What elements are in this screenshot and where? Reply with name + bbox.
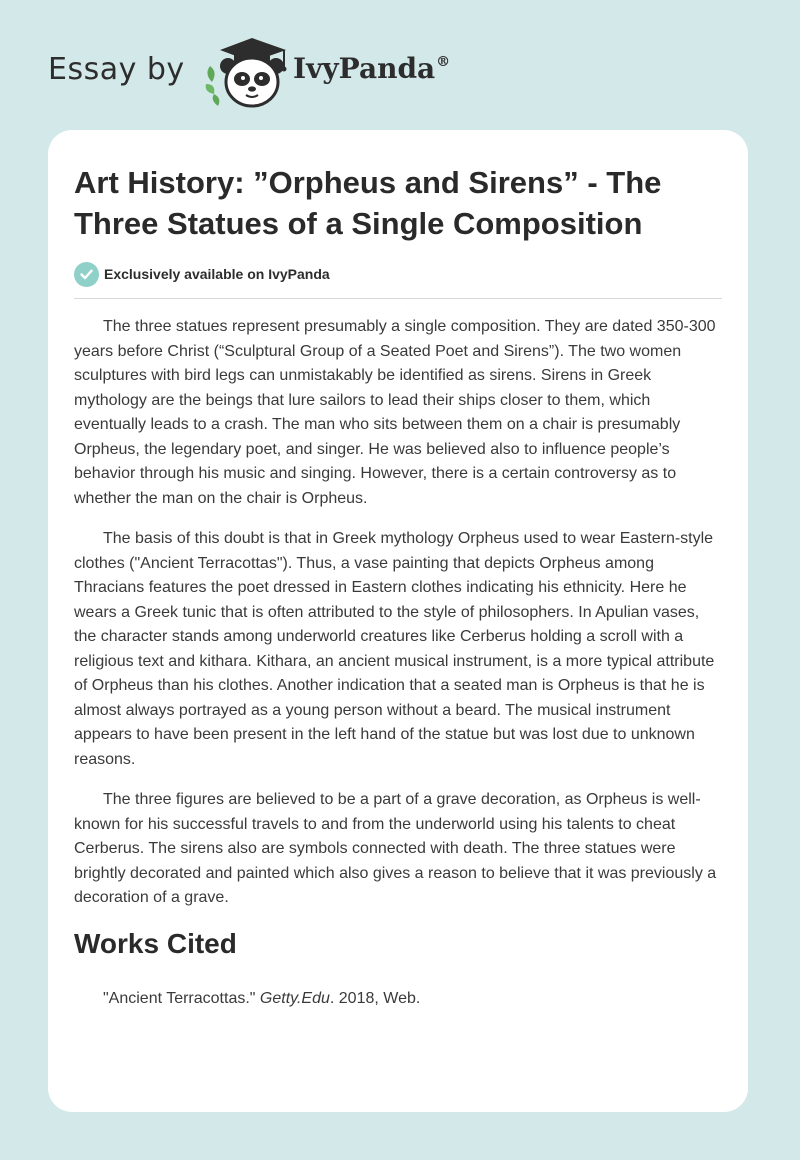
citation-entry xyxy=(74,987,722,1011)
body-paragraph: The basis of this doubt is that in Greek mythology Orpheus used to wear Eastern-style clothes ("Ancient Terracottas"). Thus, a vase painting that depicts Orpheus among Thracians features the poet dressed in Eastern clothes indicating his ethnicity. Here he wears a Greek tunic that is often attributed to the style of philosophers. In Apulian vases, the character stands among underworld creatures like Cerberus holding a scroll with a religious text and kithara. Kithara, an ancient musical instrument, is a more typical attribute of Orpheus than his clothes. Another indication that a seated man is Orpheus is that he is almost always portrayed as a young person without a beard. The musical instrument appears to have been present in the left hand of the statue but was lost due to unknown reasons. xyxy=(74,530,715,768)
page-title: Art History: ”Orpheus and Sirens” - The Three Statues of a Single Composition xyxy=(74,165,662,241)
exclusive-label: Exclusively available on IvyPanda xyxy=(104,266,330,282)
brand-name-text: IvyPanda xyxy=(293,52,436,85)
essay-card xyxy=(48,130,748,1112)
panda-logo-icon[interactable] xyxy=(200,34,292,110)
divider xyxy=(74,298,722,299)
registered-mark: ® xyxy=(436,54,451,70)
exclusive-notice xyxy=(74,261,722,287)
works-cited-heading: Works Cited xyxy=(74,927,237,959)
citation-details: . 2018, Web. xyxy=(329,989,421,1007)
brand-name[interactable] xyxy=(293,52,450,85)
citation-title: "Ancient Terracottas." xyxy=(103,989,256,1007)
check-icon xyxy=(74,262,99,287)
site-header xyxy=(0,0,800,130)
body-paragraph: The three figures are believed to be a part of a grave decoration, as Orpheus is well-known for his successful travels to and from the underworld using his talents to cheat Cerberus. The sirens also are symbols connected with death. The three statues were brightly decorated and painted which also gives a reason to believe that it was previously a decoration of a grave. xyxy=(74,791,717,906)
citation-source: Getty.Edu xyxy=(259,989,330,1007)
body-paragraph: The three statues represent presumably a single composition. They are dated 350-300 years before Christ (“Sculptural Group of a Seated Poet and Sirens”). The two women sculptures with bird legs can unmistakably be identified as sirens. Sirens in Greek mythology are the beings that lure sailors to lead their ships closer to them, which eventually leads to a crash. The man who sits between them on a chair is presumably Orpheus, the legendary poet, and singer. He was believed also to influence people’s behavior through his music and singing. However, there is a certain controversy as to whether the man on the chair is Orpheus. xyxy=(74,318,716,507)
essay-by-label: Essay by xyxy=(48,52,185,87)
